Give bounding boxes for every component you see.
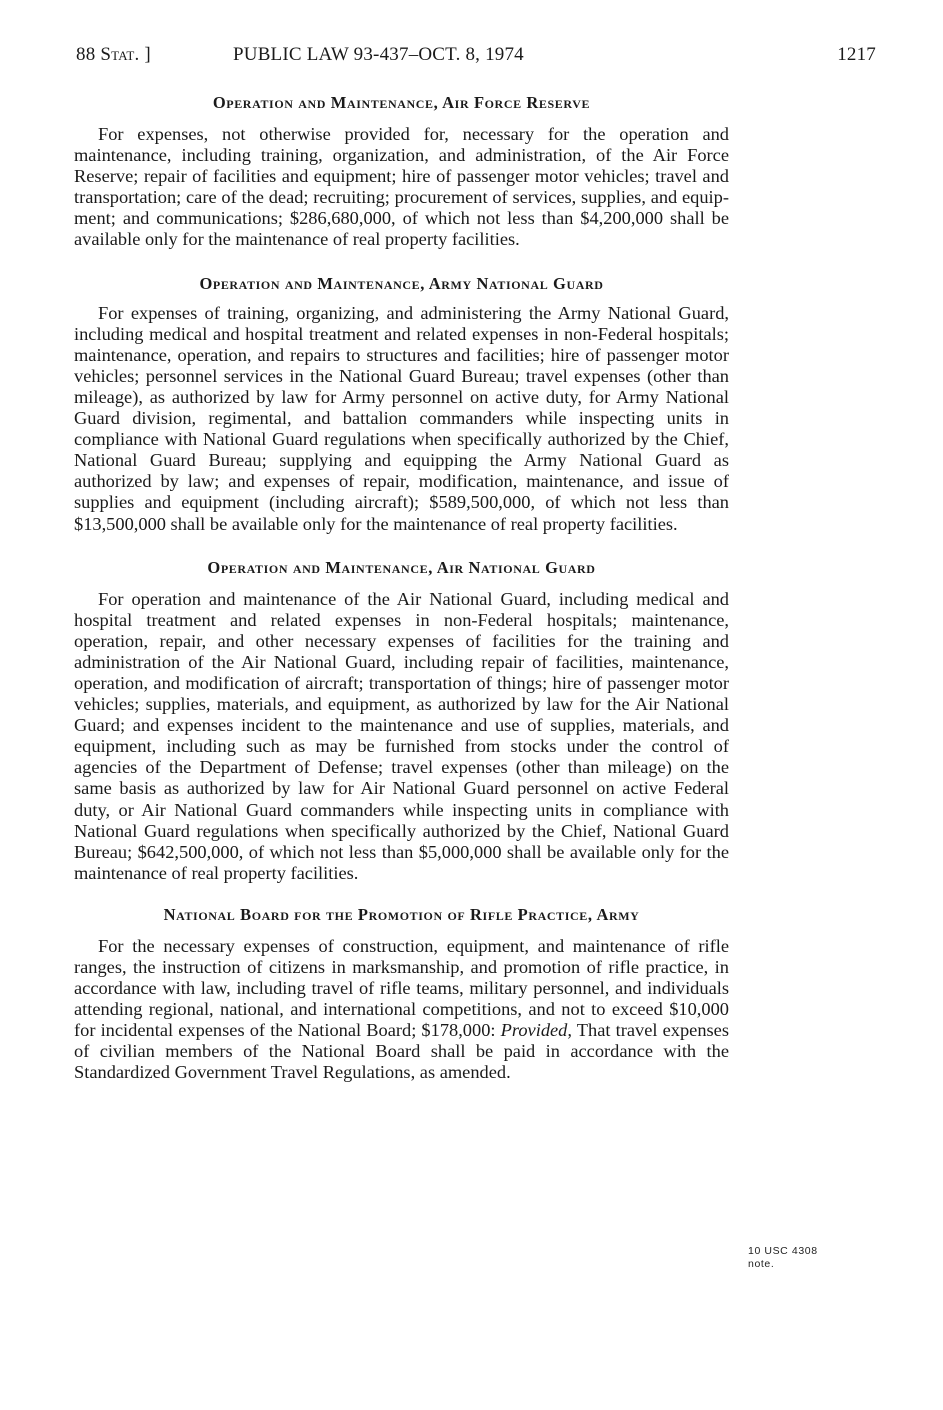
- proviso-word: Provided,: [500, 1020, 572, 1041]
- margin-note: [748, 1245, 858, 1271]
- rifle-practice-text-part1: For the necessary expenses of construction, equipment, and maintenance of rifle ranges, the instruction of citizens in marksmanship, and promotion of rifle practice, in accordance with law, including travel of rifle teams, military personnel, and individuals attending regional, national, and international competitions, and not to exceed $10,000 for incidental expenses of the National Board; $178,000:: [74, 935, 729, 1041]
- rifle-practice-text-part2: That travel expenses of civilian members of the National Board shall be paid in accordance with the Standardized Government Travel Regulations, as amended.: [74, 1020, 729, 1083]
- running-title: PUBLIC LAW 93-437–OCT. 8, 1974: [233, 44, 524, 65]
- section-heading-rifle-practice: National Board for the Promotion of Rifle Practice, Army: [163, 904, 640, 924]
- page-body: [74, 92, 729, 1084]
- margin-note-citation: 10 USC 4308: [748, 1245, 818, 1257]
- section-text-air-national-guard: For operation and maintenance of the Air National Guard, including medical and hospital treatment and related expenses in non-Federal hospitals; maintenance, operation, repair, and other necessary expenses of facilities for the training and administration of the Air National Guard, including repair of facilities, maintenance, operation, and modification of aircraft; transportation of things; hire of passenger motor vehicles; supplies, materials, and equipment, as authorized by law for the Air National Guard; and expenses incident to the maintenance and use of supplies, materials, and equipment, including such as may be furnished from stocks under the control of agencies of the Department of Defense; travel expenses (other than mileage) on the same basis as authorized by law for Air National Guard personnel on active Federal duty, or Air National Guard commanders while inspecting units in compliance with National Guard regulations when specifically authorized by the Chief, National Guard Bureau; $642,500,000, of which not less than $5,000,000 shall be available only for the maintenance of real property facilities.: [74, 588, 729, 883]
- section-text-rifle-practice: [74, 936, 729, 1084]
- section-heading-air-national-guard: Operation and Maintenance, Air National Guard: [207, 557, 596, 577]
- margin-note-suffix: note.: [748, 1258, 775, 1270]
- section-heading-army-national-guard: Operation and Maintenance, Army National Guard: [199, 273, 604, 293]
- section-text-air-force-reserve: For expenses, not otherwise provided for, necessary for the operation and maintenance, including training, organization, and administration, of the Air Force Reserve; repair of facilities and equipment; hire of passenger motor vehicles; travel and transportation; care of the dead; recruiting; procurement of services, supplies, and equipment; and communications; $286,680,000, of which not less than $4,200,000 shall be available only for the maintenance of real property facilities.: [74, 124, 729, 250]
- page-number: 1217: [837, 44, 876, 65]
- section-heading-air-force-reserve: Operation and Maintenance, Air Force Reserve: [212, 93, 591, 112]
- statute-reference: 88 Stat. ]: [76, 44, 151, 65]
- page-header: [76, 44, 876, 70]
- section-text-army-national-guard: For expenses of training, organizing, and administering the Army National Guard, including medical and hospital treatment and related expenses in non-Federal hospitals; maintenance, operation, and repairs to structures and facilities; hire of passenger motor vehicles; personnel services in the National Guard Bureau; travel expenses (other than mileage), as authorized by law for Army personnel on active duty, for Army National Guard division, regimental, and battalion commanders while inspecting units in compliance with National Guard regulations when specifically authorized by the Chief, National Guard Bureau; supplying and equipping the Army National Guard as authorized by law; and expenses of repair, modification, maintenance, and issue of supplies and equipment (including aircraft); $589,500,000, of which not less than $13,500,000 shall be available only for the maintenance of real property facilities.: [74, 302, 729, 534]
